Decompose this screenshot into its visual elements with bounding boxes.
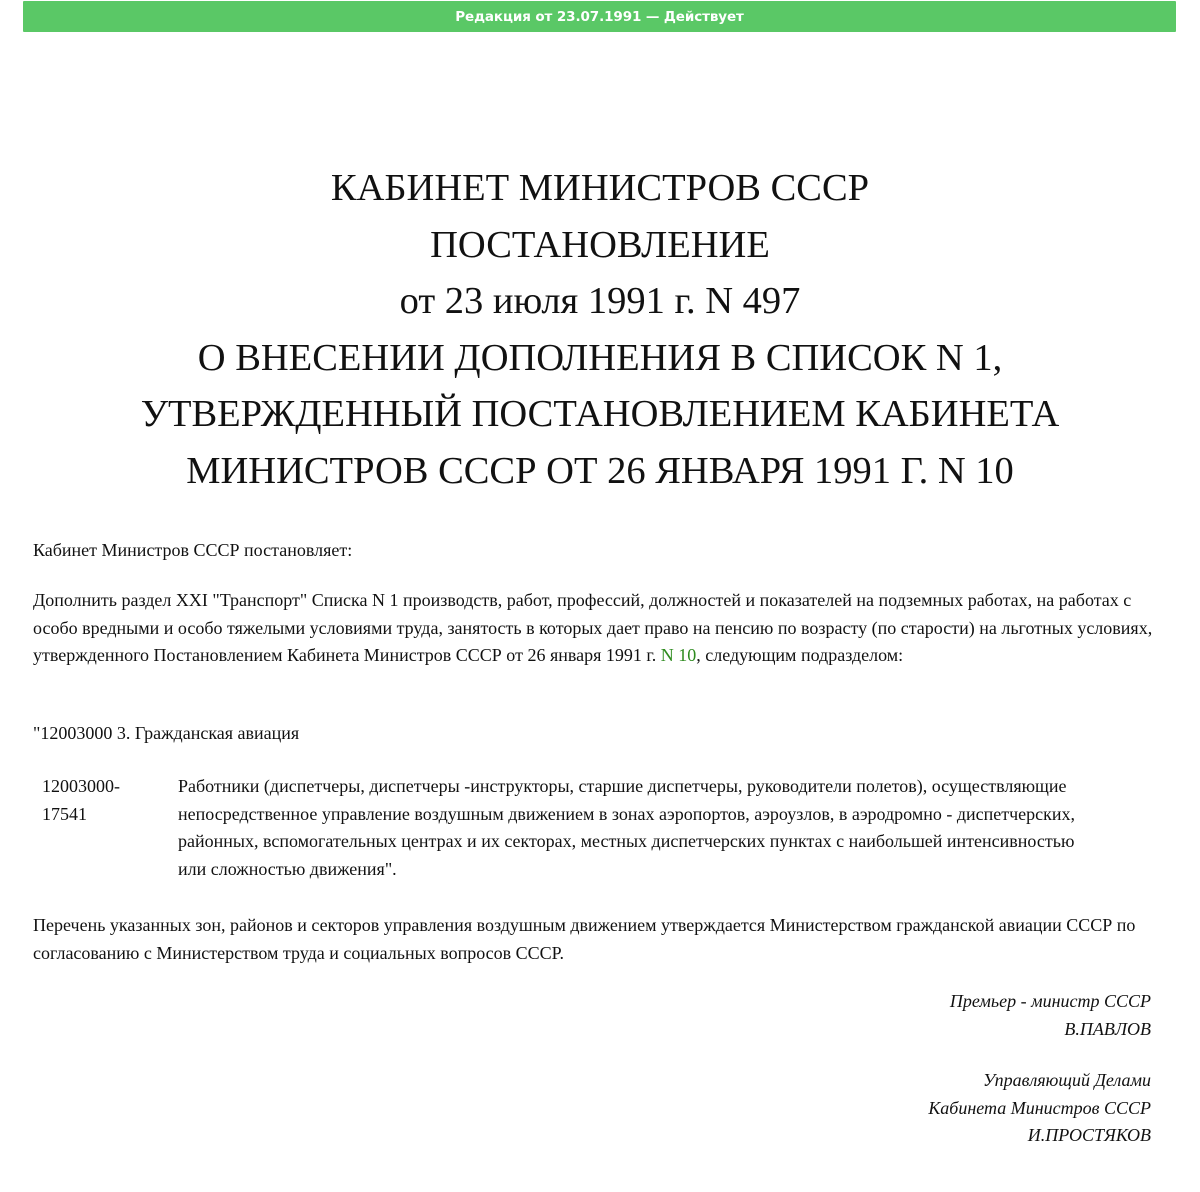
closing-paragraph: Перечень указанных зон, районов и секторов управления воздушным движением утверждается Министерством гражданской авиации СССР по согласованию с Министерством труда и социальных вопросов СССР. (33, 915, 1136, 963)
title-line-subject-1: О ВНЕСЕНИИ ДОПОЛНЕНИЯ В СПИСОК N 1, (197, 336, 1003, 379)
signature-manager-title-2: Кабинета Министров СССР (928, 1097, 1151, 1118)
main-paragraph-text-before: Дополнить раздел XXI "Транспорт" Списка N 1 производств, работ, профессий, должностей и показателей на подземных работах, на работах с особо вредными и особо тяжелыми условиями труда, занятость в которых дает право на пенсию по возрасту (по старости) на льготных условиях, утвержденного Постановлением Кабинета Министров СССР от 26 января 1991 г. (33, 590, 1153, 665)
decree-n10-link[interactable]: N 10 (660, 645, 697, 665)
section-heading: "12003000 3. Гражданская авиация (33, 723, 300, 743)
position-code-line2: 17541 (42, 803, 87, 824)
main-paragraph (33, 587, 1158, 670)
title-line-issuer: КАБИНЕТ МИНИСТРОВ СССР (330, 167, 870, 209)
title-line-date-number: от 23 июля 1991 г. N 497 (399, 280, 801, 322)
signature-premier-name: В.ПАВЛОВ (1064, 1018, 1151, 1039)
document-title (0, 160, 1200, 499)
position-code (42, 773, 152, 828)
position-description: Работники (диспетчеры, диспетчеры -инструкторы, старшие диспетчеры, руководители полетов), осуществляющие непосредственное управление воздушным движением в зонах аэропортов, аэроузлов, в аэродромно - диспетчерских, районных, вспомогательных центрах и их секторах, местных диспетчерских пунктах с наибольшей интенсивностью или сложностью движения". (178, 776, 1076, 879)
position-code-line1: 12003000- (42, 776, 120, 796)
title-line-doc-type: ПОСТАНОВЛЕНИЕ (430, 223, 770, 266)
title-line-subject-3: МИНИСТРОВ СССР ОТ 26 ЯНВАРЯ 1991 Г. N 10 (186, 449, 1014, 492)
status-text: Редакция от 23.07.1991 — Действует (455, 8, 744, 25)
title-line-subject-2: УТВЕРЖДЕННЫЙ ПОСТАНОВЛЕНИЕМ КАБИНЕТА (140, 393, 1060, 435)
signature-premier-title: Премьер - министр СССР (949, 991, 1151, 1011)
signature-manager-title-1: Управляющий Делами (983, 1070, 1151, 1090)
signature-premier (651, 988, 1151, 1043)
intro-paragraph: Кабинет Министров СССР постановляет: (33, 540, 353, 560)
status-banner (23, 1, 1176, 32)
main-paragraph-text-after: , следующим подразделом: (696, 645, 904, 665)
signature-manager-name: И.ПРОСТЯКОВ (1027, 1125, 1151, 1145)
signature-office-manager (651, 1067, 1151, 1150)
